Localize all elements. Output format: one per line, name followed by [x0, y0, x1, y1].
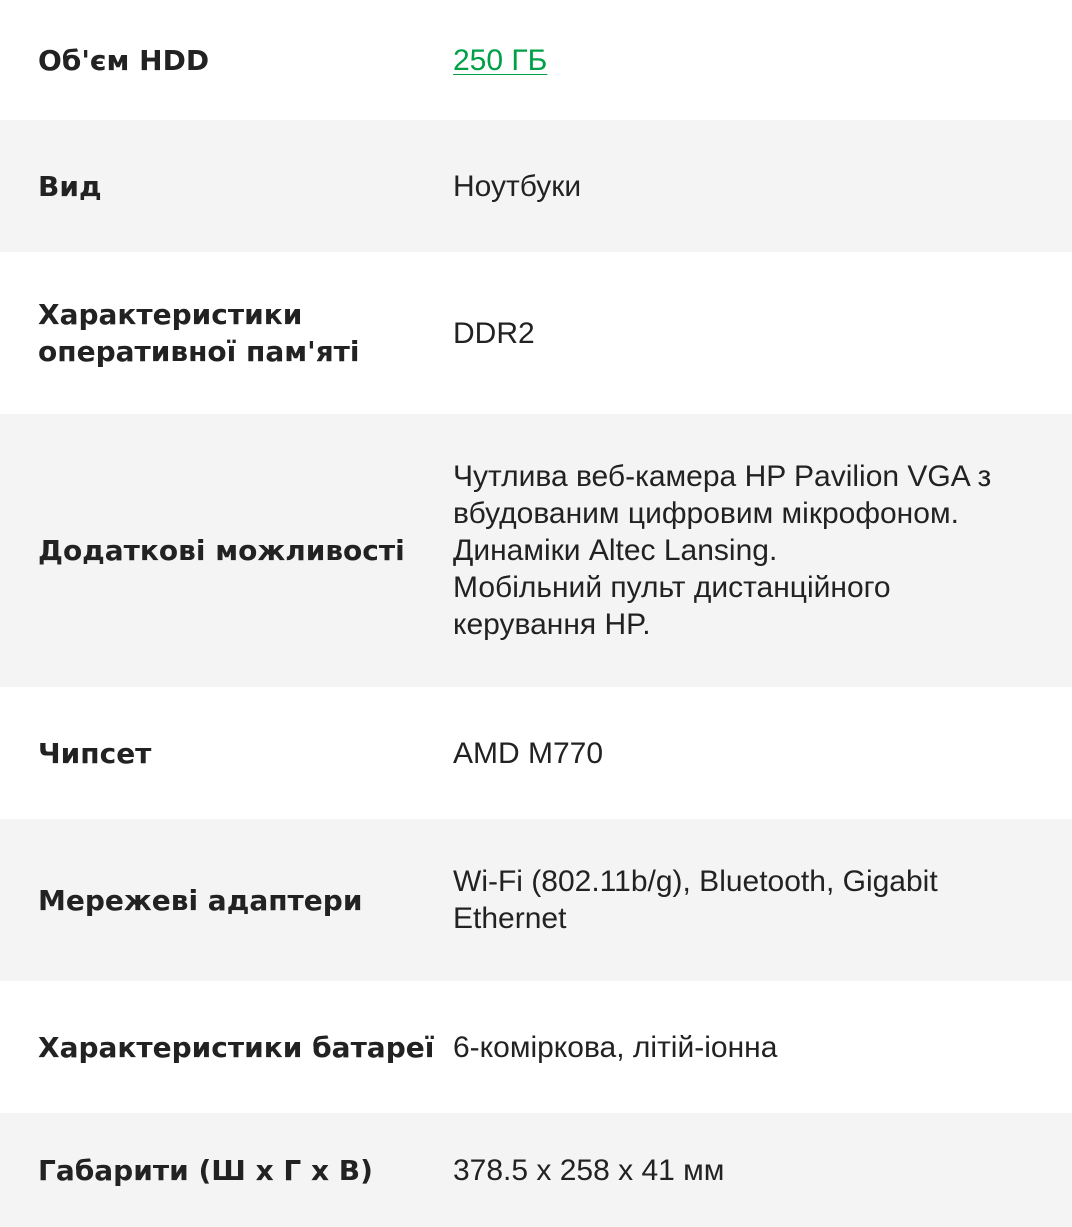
spec-value-line: Ethernet	[453, 902, 567, 935]
spec-label: Характеристики батареї	[38, 1030, 435, 1064]
spec-label	[38, 296, 453, 370]
spec-value-line: Динаміки Altec Lansing.	[453, 534, 778, 567]
hdd-size-link[interactable]: 250 ГБ	[453, 43, 548, 77]
spec-value-line: Wi-Fi (802.11b/g), Bluetooth, Gigabit	[453, 865, 938, 898]
spec-value	[453, 863, 1032, 937]
spec-value-line: керування HP.	[453, 608, 651, 641]
spec-row-hdd	[0, 0, 1072, 120]
spec-row-battery	[0, 981, 1072, 1113]
spec-label: Чипсет	[38, 736, 152, 770]
spec-label: Габарити (Ш x Г x В)	[38, 1153, 373, 1187]
spec-value	[453, 42, 1032, 79]
spec-value: Ноутбуки	[453, 169, 582, 203]
spec-row-type	[0, 120, 1072, 252]
spec-label-line: оперативної пам'яті	[38, 335, 360, 368]
spec-value: 378.5 x 258 x 41 мм	[453, 1153, 725, 1187]
spec-value	[453, 458, 1032, 643]
spec-label: Мережеві адаптери	[38, 883, 363, 917]
spec-row-extras	[0, 414, 1072, 687]
spec-value: AMD M770	[453, 736, 604, 770]
spec-value: DDR2	[453, 316, 535, 350]
spec-value-line: вбудованим цифровим мікрофоном.	[453, 497, 959, 530]
spec-label: Об'єм HDD	[38, 43, 210, 77]
spec-row-ram	[0, 252, 1072, 414]
spec-value-line: Чутлива веб-камера HP Pavilion VGA з	[453, 460, 992, 493]
spec-row-chipset	[0, 687, 1072, 819]
spec-label: Вид	[38, 169, 102, 203]
spec-label: Додаткові можливості	[38, 534, 405, 567]
spec-label-line: Характеристики	[38, 298, 303, 331]
spec-value-line: Мобільний пульт дистанційного	[453, 571, 891, 604]
spec-value: 6-коміркова, літій-іонна	[453, 1030, 778, 1064]
spec-row-network	[0, 819, 1072, 981]
spec-row-dimensions	[0, 1113, 1072, 1227]
